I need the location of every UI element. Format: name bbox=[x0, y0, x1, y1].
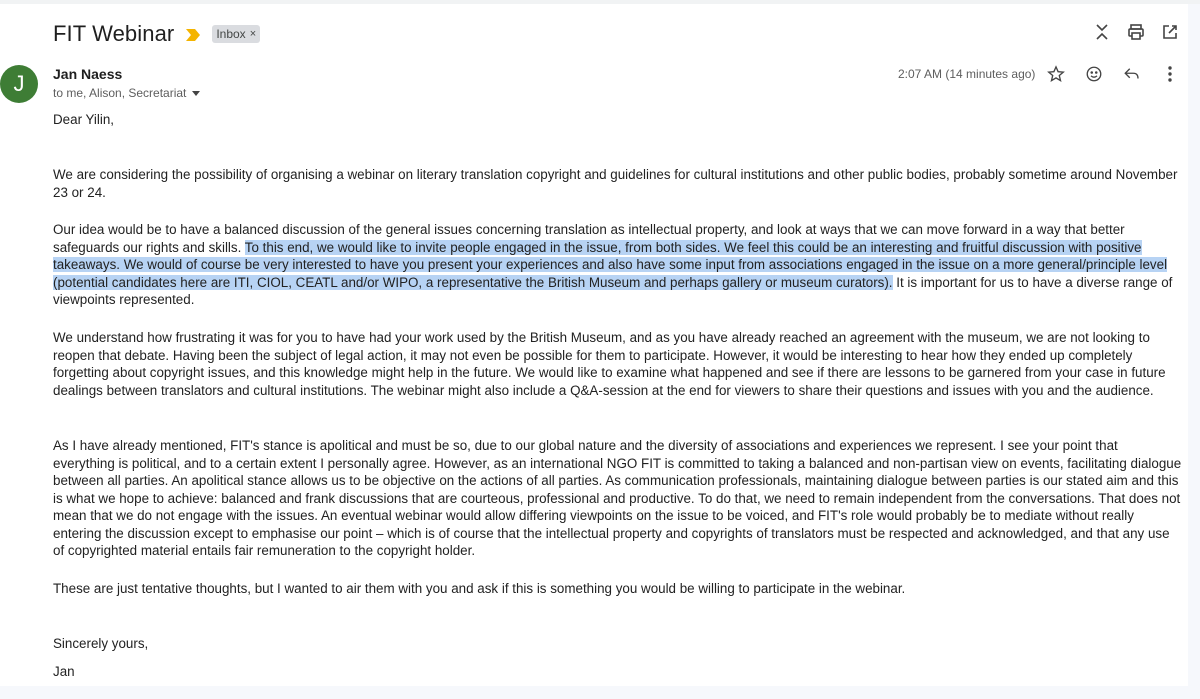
selected-text-highlight: To this end, we would like to invite people engaged in the issue, from both sides. We feel this could be an interesting and fruitful discussion with positive takeaways. We would of course be very interested to have you present your experiences and also have some input from associations engaged in the issue on a more general/principle level (potential candidates here are ITI, CIOL, CEATL and/or WIPO, a representative the British Museum and perhaps gallery or museum curators). bbox=[53, 239, 1168, 290]
print-icon[interactable] bbox=[1126, 22, 1146, 42]
top-divider bbox=[0, 0, 1200, 4]
inbox-label-chip[interactable] bbox=[212, 25, 260, 43]
paragraph-1: We are considering the possibility of organising a webinar on literary translation copyright and guidelines for cultural institutions and other public bodies, probably sometime around November 23 or 24. bbox=[53, 167, 1178, 200]
sender-name[interactable]: Jan Naess bbox=[53, 66, 123, 82]
message-actions bbox=[1046, 64, 1180, 84]
closing: Sincerely yours, bbox=[53, 636, 149, 651]
star-icon[interactable] bbox=[1046, 64, 1066, 84]
label-text: Inbox bbox=[216, 27, 246, 41]
reply-icon[interactable] bbox=[1122, 64, 1142, 84]
paragraph-2-start: Our idea would be to have a balanced discussion of the general issues concerning translation as intellectual property, and look at ways that we can move forward in a way that better safeguards our rights and skills. bbox=[53, 222, 1125, 255]
recipients-text: to me, Alison, Secretariat bbox=[53, 86, 187, 100]
paragraph-2 bbox=[53, 221, 1183, 309]
avatar[interactable] bbox=[0, 65, 38, 103]
paragraph-5: These are just tentative thoughts, but I wanted to air them with you and ask if this is something you would be willing to participate in the webinar. bbox=[53, 581, 906, 596]
paragraph-4: As I have already mentioned, FIT's stance is apolitical and must be so, due to our global nature and the diversity of associations and experiences we represent. I see your point that everything is political, and to a certain extent I personally agree. However, as an international NGO FIT is committed to taking a balanced and non-partisan view on events, facilitating dialogue between all parties. An apolitical stance allows us to be objective on the actions of all parties. As communication professionals, maintaining dialogue between parties is our stated aim and this is what we hope to achieve: balanced and frank discussions that are courteous, professional and productive. To do that, we need to remain independent from the conversations. That does not mean that we do not engage with the issues. An eventual webinar would allow differing viewpoints on the issue to be voiced, and FIT's role would probably be to mediate without really entering the discussion except to emphasise our point – which is of course that the intellectual property and copyrights of translators must be respected and acknowledged, and that any use of copyrighted material entails fair remuneration to the copyright holder. bbox=[53, 438, 1182, 558]
right-gutter bbox=[1188, 4, 1200, 699]
thread-toolbar bbox=[1092, 22, 1180, 42]
open-in-new-window-icon[interactable] bbox=[1160, 22, 1180, 42]
more-vert-icon[interactable] bbox=[1160, 64, 1180, 84]
importance-marker-icon[interactable] bbox=[186, 28, 200, 40]
collapse-icon[interactable] bbox=[1092, 22, 1112, 42]
email-subject: FIT Webinar bbox=[53, 21, 175, 46]
emoji-reaction-icon[interactable] bbox=[1084, 64, 1104, 84]
timestamp: 2:07 AM (14 minutes ago) bbox=[898, 67, 1036, 81]
chevron-down-icon[interactable] bbox=[192, 91, 200, 96]
bottom-gutter bbox=[0, 686, 1200, 699]
signature: Jan bbox=[53, 664, 75, 679]
remove-label-icon[interactable]: × bbox=[249, 28, 257, 40]
subject-row bbox=[53, 18, 260, 50]
greeting: Dear Yilin, bbox=[53, 112, 115, 127]
paragraph-3: We understand how frustrating it was for you to have had your work used by the British Museum, and as you have already reached an agreement with the museum, we are not looking to reopen that debate. Having been the subject of legal action, it may not even be possible for them to participate. However, it would be interesting to hear how they ended up completely forgetting about copyright issues, and this knowledge might help in the future. We would like to examine what happened and see if there are lessons to be garnered from your case in future dealings between translators and cultural institutions. The webinar might also include a Q&A-session at the end for viewers to share their questions and issues with you and the audience. bbox=[53, 330, 1166, 398]
recipients-details[interactable] bbox=[53, 86, 200, 100]
paragraph-2-end: It is important for us to have a diverse range of viewpoints represented. bbox=[53, 274, 1173, 307]
avatar-initial: J bbox=[13, 71, 25, 96]
